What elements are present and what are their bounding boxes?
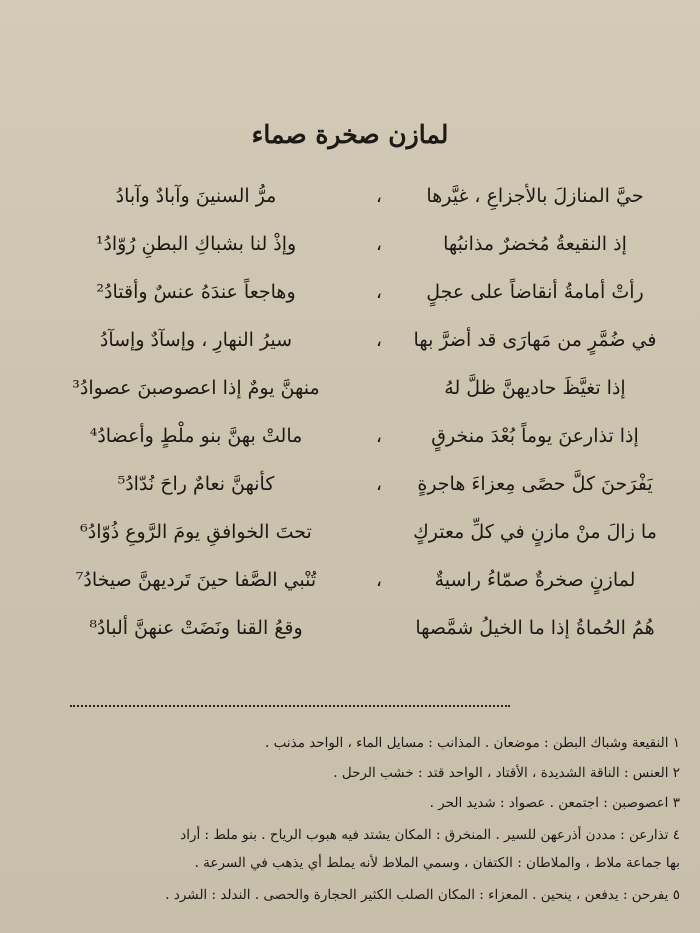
verse-ajuz: وهاجعاً عندَهُ عنسٌ وأقتادُ² bbox=[96, 281, 296, 303]
verse-3 bbox=[30, 281, 680, 321]
verse-sadr: إذا تذارعنَ يوماً بُعْدَ منخرقٍ bbox=[431, 425, 639, 447]
footnote: ٣ اعصوصبن : اجتمعن . عصواد : شديد الحر . bbox=[429, 795, 680, 811]
verse-separator: ، bbox=[375, 185, 383, 207]
footnote-divider bbox=[70, 705, 510, 707]
verse-4 bbox=[30, 329, 680, 369]
verse-sadr: لمازنٍ صخرةٌ صمّاءُ راسيةٌ bbox=[434, 569, 636, 591]
footnote: ٢ العنس : الناقة الشديدة ، الأقتاد ، الواحد قتد : خشب الرحل . bbox=[333, 765, 680, 781]
footnote: ١ النقيعة وشباك البطن : موضعان . المذانب : مسايل الماء ، الواحد مذنب . bbox=[265, 735, 680, 751]
verse-5 bbox=[30, 377, 680, 417]
verse-8 bbox=[30, 521, 680, 561]
verse-9 bbox=[30, 569, 680, 609]
verse-sadr: هُمُ الحُماةُ إذا ما الخيلُ شمَّصها bbox=[415, 617, 655, 639]
verse-separator: ، bbox=[375, 473, 383, 495]
verse-ajuz: مالتْ بهنَّ بنو ملْطٍ وأعضادُ⁴ bbox=[89, 425, 303, 447]
verse-separator: ، bbox=[375, 329, 383, 351]
verse-ajuz: مرُّ السنينَ وآبادٌ وآبادُ bbox=[115, 185, 277, 207]
verse-ajuz: سيرُ النهارِ ، وإسآدٌ وإسآدُ bbox=[99, 329, 293, 351]
verse-10 bbox=[30, 617, 680, 657]
verse-sadr: رأتْ أمامةُ أنقاضاً على عجلٍ bbox=[426, 281, 644, 303]
verse-ajuz: كأنهنَّ نعامٌ راحَ نُدّادُ⁵ bbox=[117, 473, 275, 495]
footnote: ٤ تذارعن : مددن أذرعهن للسير . المنخرق : المكان يشتد فيه هبوب الرياح . بنو ملط : أراد bbox=[180, 827, 680, 843]
footnote: بها جماعة ملاط ، والملاطان : الكتفان ، وسمي الملاط لأنه يملط أي يذهب في السرعة . bbox=[194, 855, 680, 871]
verse-6 bbox=[30, 425, 680, 465]
verse-sadr: إذا تغيَّظَ حاديهنَّ ظلَّ لهُ bbox=[444, 377, 626, 399]
footnote: ٥ يفرحن : يدفعن ، ينحين . المعزاء : المكان الصلب الكثير الحجارة والحصى . الندلد : الشرد . bbox=[165, 887, 680, 903]
verse-ajuz: تحتَ الخوافقِ يومَ الرَّوعِ ذُوّادُ⁶ bbox=[80, 521, 312, 543]
verse-separator: ، bbox=[375, 569, 383, 591]
verse-separator: ، bbox=[375, 425, 383, 447]
verse-1 bbox=[30, 185, 680, 225]
verse-sadr: إذ النقيعةُ مُخضرٌ مذانبُها bbox=[443, 233, 627, 255]
verse-separator: ، bbox=[375, 281, 383, 303]
verse-2 bbox=[30, 233, 680, 273]
verse-ajuz: منهنَّ يومٌ إذا اعصوصبنَ عصوادُ³ bbox=[72, 377, 320, 399]
verse-ajuz: تُنْبي الصَّفا حينَ تَرديهنَّ صيخادُ⁷ bbox=[75, 569, 317, 591]
verse-sadr: يَفْرَحنَ كلَّ حصًى مِعزاءَ هاجرةٍ bbox=[417, 473, 653, 495]
verse-sadr: في ضُمَّرٍ من مَهارَى قد أضرَّ بها bbox=[413, 329, 657, 351]
verse-separator: ، bbox=[375, 233, 383, 255]
verse-ajuz: وإذْ لنا بشباكِ البطنِ رُوّادُ¹ bbox=[95, 233, 297, 255]
verse-ajuz: وقعُ القنا ونَضَتْ عنهنَّ ألبادُ⁸ bbox=[89, 617, 303, 639]
verse-sadr: ما زالَ منْ مازنٍ في كلِّ معتركٍ bbox=[413, 521, 657, 543]
verse-7 bbox=[30, 473, 680, 513]
poem-title: لمازن صخرة صماء bbox=[251, 120, 449, 149]
verse-sadr: حيَّ المنازلَ بالأجزاعِ ، غيَّرها bbox=[426, 185, 644, 207]
